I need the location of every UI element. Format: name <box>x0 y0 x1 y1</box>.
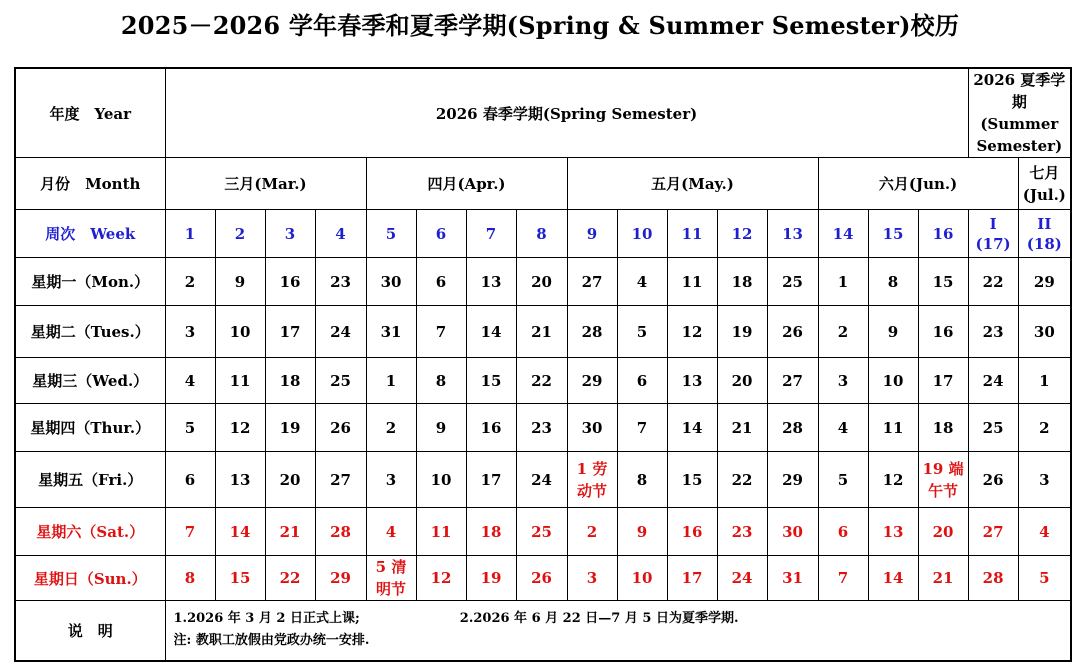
week-number: 12 <box>717 210 767 258</box>
date-cell: 31 <box>767 556 818 601</box>
date-cell: 19 <box>466 556 516 601</box>
date-cell: 23 <box>315 258 366 306</box>
date-cell: 18 <box>918 404 968 452</box>
day-label: 星期日（Sun.） <box>15 556 165 601</box>
date-cell: 6 <box>416 258 466 306</box>
date-cell: 10 <box>215 306 265 358</box>
date-cell: 17 <box>265 306 315 358</box>
date-cell: 16 <box>667 508 717 556</box>
note-start-date: 1.2026 年 3 月 2 日正式上课; <box>173 611 360 627</box>
week-number: 9 <box>567 210 617 258</box>
date-cell: 31 <box>366 306 416 358</box>
week-number: 4 <box>315 210 366 258</box>
summer-week-number <box>968 210 1018 258</box>
date-cell: 3 <box>818 358 868 404</box>
month-label: 月份 Month <box>15 158 165 210</box>
note-line-1 <box>174 608 1071 630</box>
summer-week-roman: I <box>989 214 997 233</box>
date-cell: 19 <box>717 306 767 358</box>
date-cell: 18 <box>466 508 516 556</box>
date-cell: 18 <box>265 358 315 404</box>
date-cell: 6 <box>617 358 667 404</box>
date-cell: 24 <box>315 306 366 358</box>
date-cell: 17 <box>918 358 968 404</box>
date-cell: 13 <box>868 508 918 556</box>
date-cell: 20 <box>918 508 968 556</box>
date-cell: 10 <box>617 556 667 601</box>
date-cell: 26 <box>968 452 1018 508</box>
date-cell: 26 <box>767 306 818 358</box>
holiday-label-line2: 明节 <box>375 580 406 598</box>
date-cell: 22 <box>516 358 567 404</box>
date-cell: 27 <box>767 358 818 404</box>
date-cell: 5 <box>617 306 667 358</box>
date-cell: 14 <box>868 556 918 601</box>
july-line1: 七月 <box>1029 163 1060 182</box>
page-title: 2025－2026 学年春季和夏季学期(Spring & Summer Semester)校历 <box>120 11 960 40</box>
note-summer-term: 2.2026 年 6 月 22 日—7 月 5 日为夏季学期. <box>459 611 739 627</box>
date-cell: 25 <box>516 508 567 556</box>
day-label: 星期四（Thur.） <box>15 404 165 452</box>
date-cell: 21 <box>516 306 567 358</box>
week-number: 10 <box>617 210 667 258</box>
summer-week-number <box>1018 210 1071 258</box>
date-cell: 25 <box>767 258 818 306</box>
date-cell: 2 <box>818 306 868 358</box>
date-cell: 13 <box>466 258 516 306</box>
date-cell: 29 <box>315 556 366 601</box>
date-cell: 3 <box>1018 452 1071 508</box>
holiday-label-line2: 动节 <box>576 481 607 500</box>
date-cell: 7 <box>617 404 667 452</box>
date-cell: 8 <box>868 258 918 306</box>
summer-week-roman: II <box>1037 214 1052 233</box>
holiday-label-line1: 1 劳 <box>576 459 608 478</box>
date-cell: 13 <box>215 452 265 508</box>
date-cell: 25 <box>968 404 1018 452</box>
date-cell: 4 <box>818 404 868 452</box>
holiday-label-line1: 19 端 <box>922 459 964 478</box>
date-cell: 3 <box>366 452 416 508</box>
date-cell: 6 <box>818 508 868 556</box>
date-cell: 8 <box>165 556 215 601</box>
date-cell: 22 <box>265 556 315 601</box>
date-cell: 24 <box>717 556 767 601</box>
date-cell: 10 <box>868 358 918 404</box>
date-cell: 29 <box>567 358 617 404</box>
date-cell: 14 <box>667 404 717 452</box>
date-cell: 25 <box>315 358 366 404</box>
week-label: 周次 Week <box>15 210 165 258</box>
date-cell: 12 <box>215 404 265 452</box>
holiday-label-line2: 午节 <box>928 481 959 500</box>
summer-week-index: (17) <box>975 234 1011 253</box>
july-line2: (Jul.) <box>1022 185 1066 204</box>
date-cell: 5 <box>818 452 868 508</box>
week-number: 1 <box>165 210 215 258</box>
date-cell: 9 <box>617 508 667 556</box>
date-cell: 15 <box>918 258 968 306</box>
date-cell: 9 <box>868 306 918 358</box>
date-cell: 27 <box>567 258 617 306</box>
date-cell: 9 <box>215 258 265 306</box>
date-cell: 26 <box>315 404 366 452</box>
date-cell: 30 <box>767 508 818 556</box>
date-cell: 27 <box>315 452 366 508</box>
date-cell: 10 <box>416 452 466 508</box>
day-row <box>15 452 1071 508</box>
date-cell: 20 <box>265 452 315 508</box>
notes-label: 说 明 <box>15 601 165 661</box>
date-cell: 8 <box>617 452 667 508</box>
summer-week-index: (18) <box>1026 234 1062 253</box>
day-row <box>15 306 1071 358</box>
date-cell: 16 <box>466 404 516 452</box>
date-cell: 14 <box>215 508 265 556</box>
date-cell: 1 <box>366 358 416 404</box>
date-cell: 21 <box>717 404 767 452</box>
week-number: 16 <box>918 210 968 258</box>
holiday-cell <box>567 452 617 508</box>
day-row <box>15 508 1071 556</box>
week-number: 2 <box>215 210 265 258</box>
date-cell: 23 <box>968 306 1018 358</box>
date-cell: 4 <box>1018 508 1071 556</box>
month-may: 五月(May.) <box>567 158 818 210</box>
summer-title-line1: 2026 夏季学期 <box>973 71 1066 111</box>
date-cell: 20 <box>717 358 767 404</box>
date-cell: 12 <box>868 452 918 508</box>
date-cell: 7 <box>818 556 868 601</box>
week-number: 8 <box>516 210 567 258</box>
day-label: 星期二（Tues.） <box>15 306 165 358</box>
day-row <box>15 358 1071 404</box>
summer-semester-title <box>968 68 1071 158</box>
date-cell: 30 <box>366 258 416 306</box>
day-label: 星期三（Wed.） <box>15 358 165 404</box>
holiday-cell <box>918 452 968 508</box>
date-cell: 13 <box>667 358 717 404</box>
day-row <box>15 404 1071 452</box>
date-cell: 11 <box>868 404 918 452</box>
holiday-cell <box>366 556 416 601</box>
note-line-2: 注: 教职工放假由党政办统一安排. <box>173 633 370 649</box>
date-cell: 27 <box>968 508 1018 556</box>
week-number: 7 <box>466 210 516 258</box>
week-number: 13 <box>767 210 818 258</box>
notes-content <box>165 601 1071 661</box>
week-number: 15 <box>868 210 918 258</box>
date-cell: 21 <box>265 508 315 556</box>
date-cell: 28 <box>315 508 366 556</box>
month-april: 四月(Apr.) <box>366 158 567 210</box>
date-cell: 7 <box>165 508 215 556</box>
spring-semester-title: 2026 春季学期(Spring Semester) <box>165 68 968 158</box>
date-cell: 6 <box>165 452 215 508</box>
day-label: 星期五（Fri.） <box>15 452 165 508</box>
date-cell: 4 <box>165 358 215 404</box>
date-cell: 2 <box>165 258 215 306</box>
month-july <box>1018 158 1071 210</box>
holiday-label-line1: 5 清 <box>375 558 407 576</box>
date-cell: 28 <box>767 404 818 452</box>
date-cell: 4 <box>366 508 416 556</box>
date-cell: 3 <box>165 306 215 358</box>
date-cell: 1 <box>818 258 868 306</box>
date-cell: 23 <box>717 508 767 556</box>
day-row <box>15 556 1071 601</box>
date-cell: 8 <box>416 358 466 404</box>
date-cell: 24 <box>516 452 567 508</box>
day-label: 星期一（Mon.） <box>15 258 165 306</box>
date-cell: 30 <box>567 404 617 452</box>
date-cell: 9 <box>416 404 466 452</box>
date-cell: 2 <box>567 508 617 556</box>
date-cell: 28 <box>567 306 617 358</box>
date-cell: 17 <box>466 452 516 508</box>
week-number: 14 <box>818 210 868 258</box>
date-cell: 7 <box>416 306 466 358</box>
summer-title-line2: (Summer Semester) <box>976 115 1063 155</box>
date-cell: 30 <box>1018 306 1071 358</box>
date-cell: 28 <box>968 556 1018 601</box>
date-cell: 17 <box>667 556 717 601</box>
date-cell: 20 <box>516 258 567 306</box>
date-cell: 5 <box>165 404 215 452</box>
date-cell: 2 <box>366 404 416 452</box>
date-cell: 12 <box>667 306 717 358</box>
date-cell: 3 <box>567 556 617 601</box>
date-cell: 29 <box>1018 258 1071 306</box>
date-cell: 24 <box>968 358 1018 404</box>
date-cell: 11 <box>667 258 717 306</box>
date-cell: 16 <box>918 306 968 358</box>
calendar-table <box>14 67 1072 662</box>
date-cell: 22 <box>968 258 1018 306</box>
date-cell: 2 <box>1018 404 1071 452</box>
date-cell: 18 <box>717 258 767 306</box>
date-cell: 26 <box>516 556 567 601</box>
day-row <box>15 258 1071 306</box>
date-cell: 4 <box>617 258 667 306</box>
date-cell: 11 <box>215 358 265 404</box>
year-label: 年度 Year <box>15 68 165 158</box>
month-march: 三月(Mar.) <box>165 158 366 210</box>
date-cell: 14 <box>466 306 516 358</box>
date-cell: 12 <box>416 556 466 601</box>
date-cell: 15 <box>466 358 516 404</box>
date-cell: 29 <box>767 452 818 508</box>
date-cell: 22 <box>717 452 767 508</box>
date-cell: 19 <box>265 404 315 452</box>
date-cell: 1 <box>1018 358 1071 404</box>
week-number: 11 <box>667 210 717 258</box>
date-cell: 21 <box>918 556 968 601</box>
day-label: 星期六（Sat.） <box>15 508 165 556</box>
date-cell: 23 <box>516 404 567 452</box>
date-cell: 15 <box>667 452 717 508</box>
date-cell: 15 <box>215 556 265 601</box>
month-june: 六月(Jun.) <box>818 158 1018 210</box>
week-number: 5 <box>366 210 416 258</box>
week-number: 6 <box>416 210 466 258</box>
date-cell: 16 <box>265 258 315 306</box>
date-cell: 5 <box>1018 556 1071 601</box>
date-cell: 11 <box>416 508 466 556</box>
week-number: 3 <box>265 210 315 258</box>
